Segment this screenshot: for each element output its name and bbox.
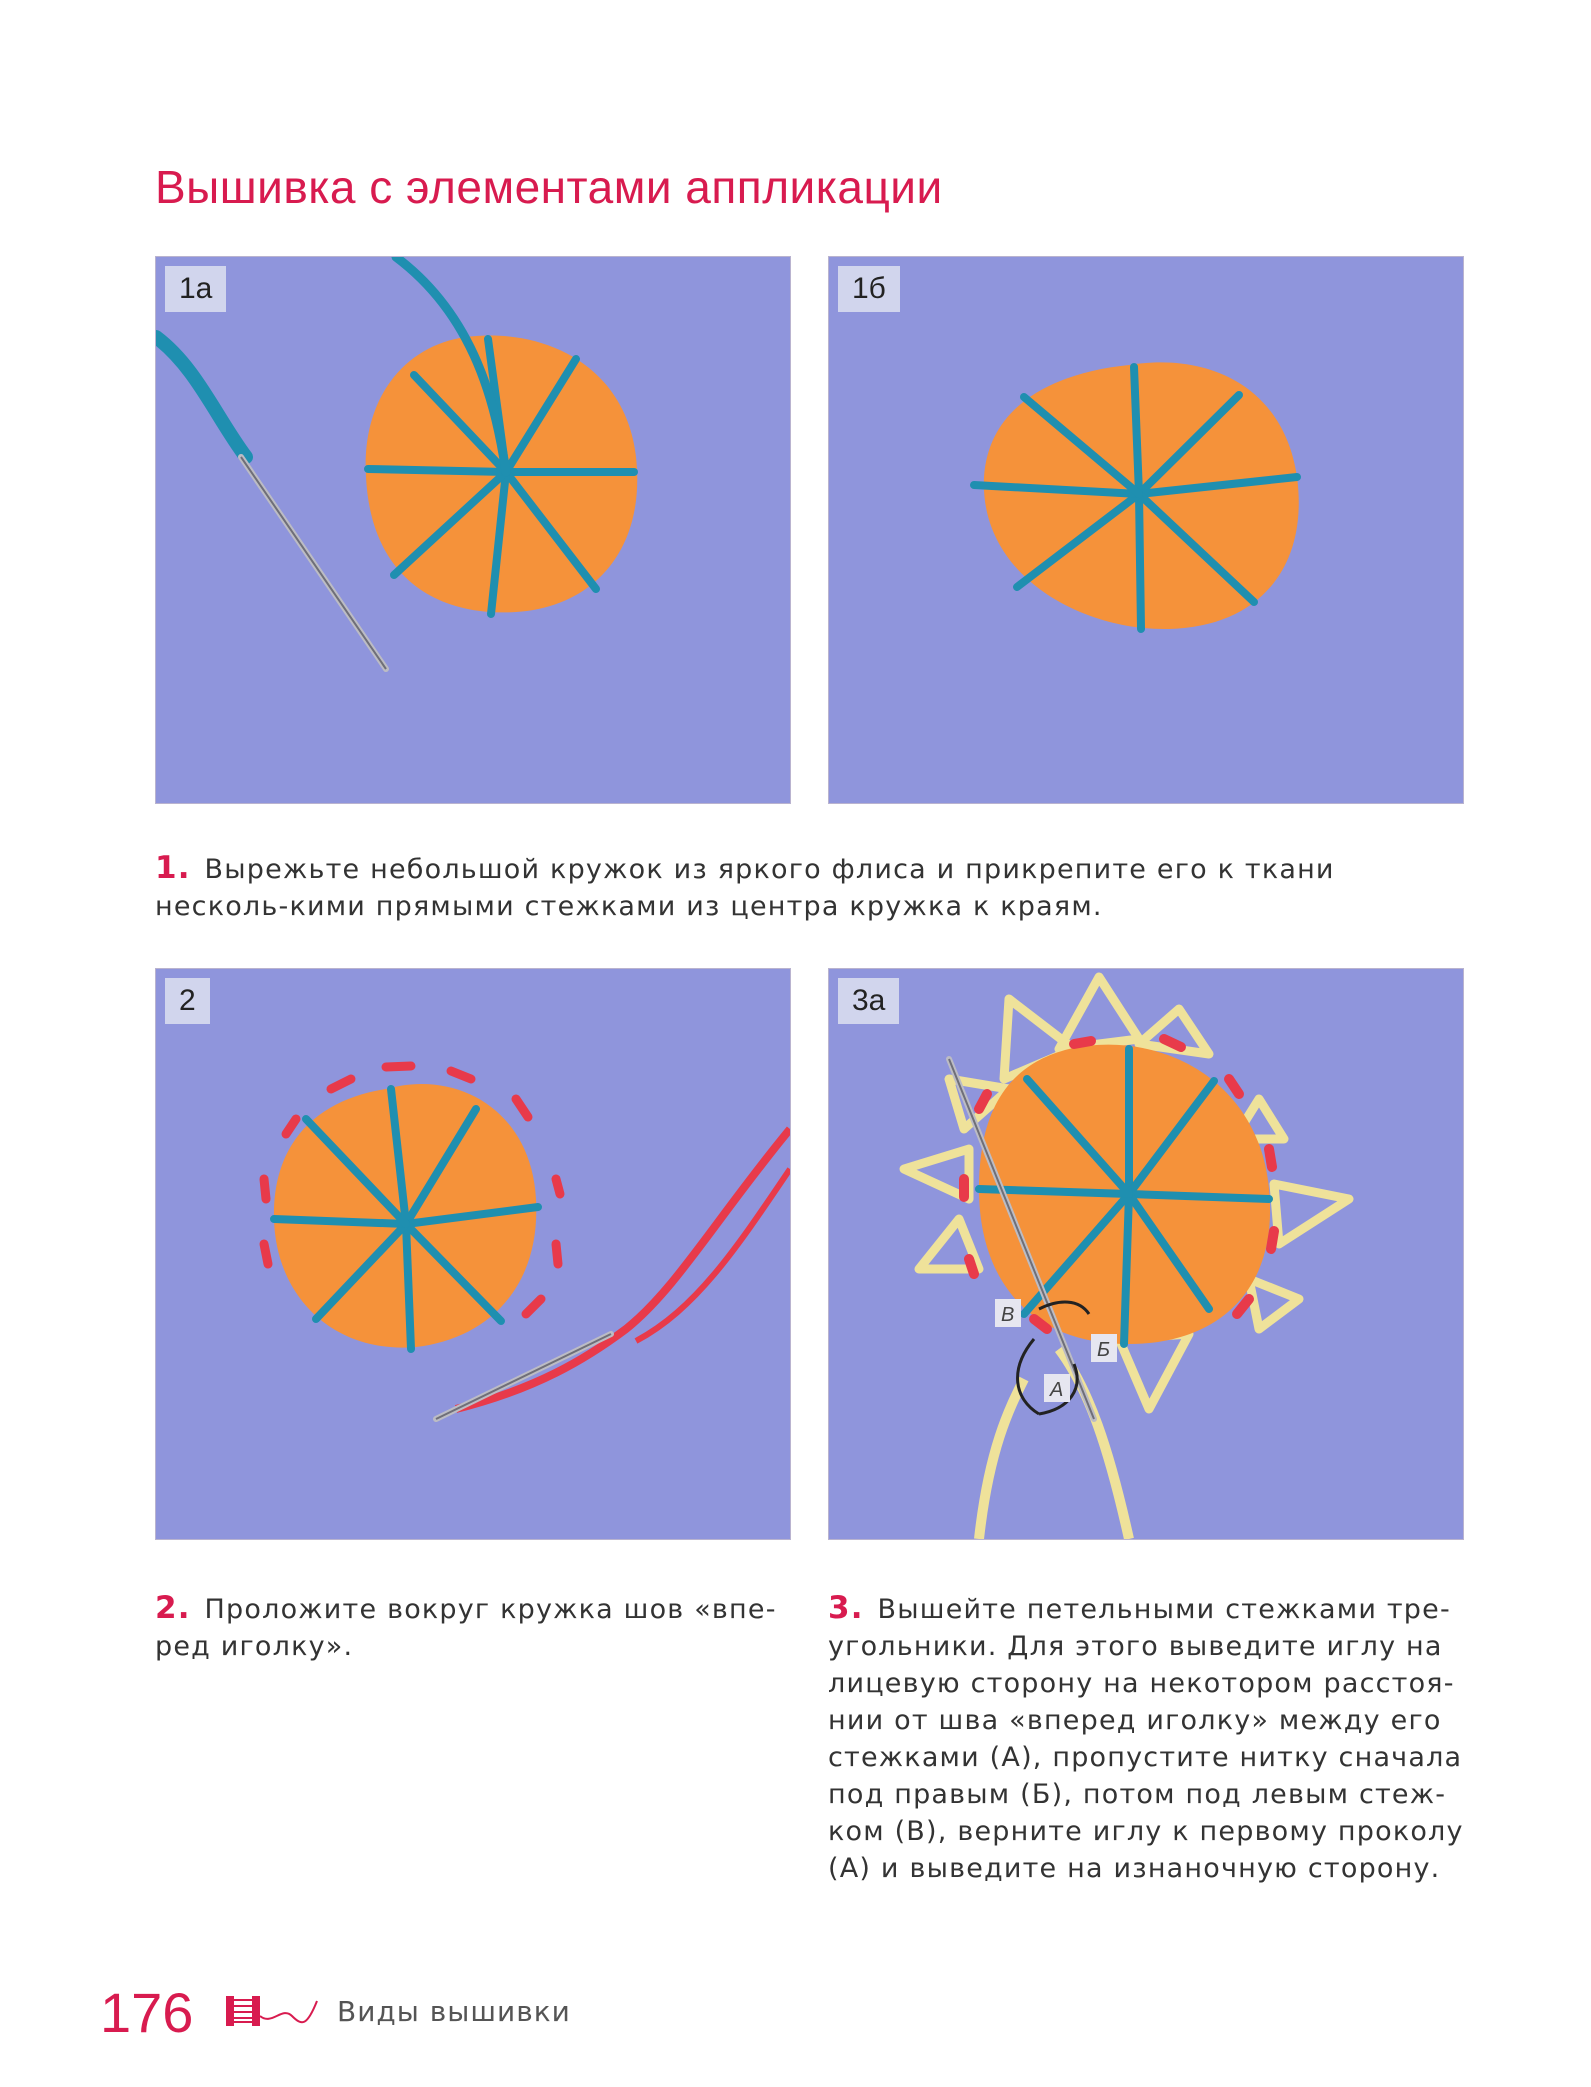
photo-1b <box>828 256 1464 804</box>
callout-v: В <box>1001 1304 1015 1326</box>
step-1-caption <box>155 850 1465 925</box>
step-3-number: 3. <box>828 1590 864 1626</box>
photo-label: 3а <box>838 978 899 1024</box>
thread-spool-icon <box>222 1986 322 2036</box>
photo-label: 1а <box>165 266 226 312</box>
photo-3a-image <box>829 969 1463 1539</box>
photo-2-image <box>156 969 790 1539</box>
callout-a: А <box>1050 1379 1064 1401</box>
photo-2 <box>155 968 791 1540</box>
photo-1b-image <box>829 257 1463 803</box>
step-2-text: Проложите вокруг кружка шов «впе-ред иголку». <box>155 1594 777 1662</box>
photo-label: 1б <box>838 266 900 312</box>
page-title: Вышивка с элементами аппликации <box>155 161 943 213</box>
page-number: 176 <box>100 1981 194 2044</box>
callout-b: Б <box>1097 1339 1111 1361</box>
photo-1a <box>155 256 791 804</box>
section-name: Виды вышивки <box>337 1995 571 2028</box>
photo-1a-image <box>156 257 790 803</box>
photo-3a <box>828 968 1464 1540</box>
step-2-caption <box>155 1590 785 1665</box>
step-2-number: 2. <box>155 1590 191 1626</box>
step-3-text: Вышейте петельными стежками тре-угольники. Для этого выведите иглу на лицевую сторону на некотором расстоя-нии от шва «вперед иголку» между его стежками (А), пропустите нитку сначала под правым (Б), потом под левым стеж-ком (В), верните иглу к первому проколу (А) и выведите на изнаночную сторону. <box>828 1594 1464 1884</box>
step-1-number: 1. <box>155 850 191 886</box>
photo-label: 2 <box>165 978 210 1024</box>
step-3-caption <box>828 1590 1468 1887</box>
step-1-text: Вырежьте небольшой кружок из яркого флиса и прикрепите его к ткани несколь-кими прямыми стежками из центра кружка к краям. <box>155 854 1335 922</box>
